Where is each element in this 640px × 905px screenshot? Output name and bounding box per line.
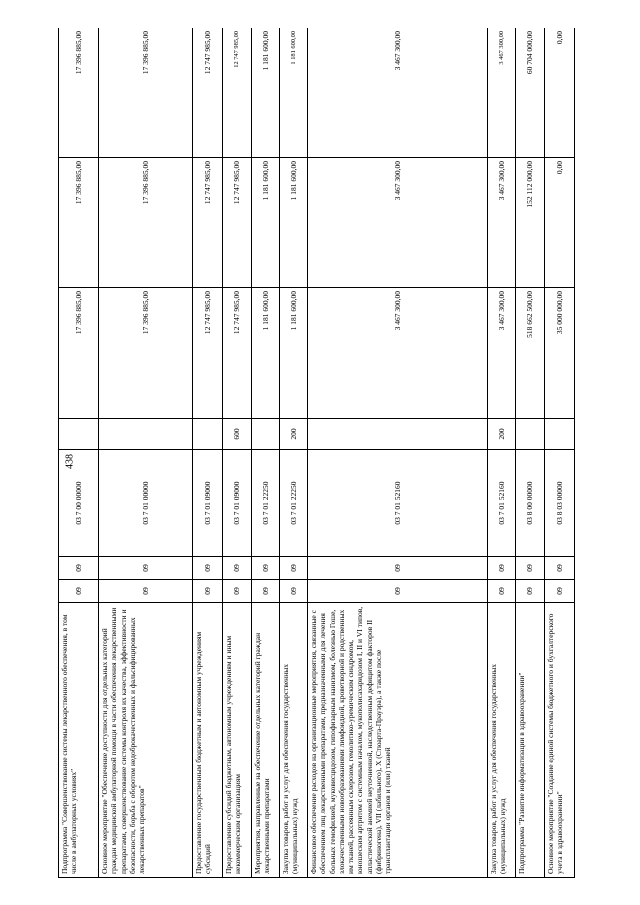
amount-year-1: 17 396 885,00 — [99, 288, 193, 419]
target-article-code: 03 8 00 00000 — [516, 450, 545, 557]
amount-year-3: 3 467 300,00 — [308, 28, 488, 158]
row-name: Закупка товаров, работ и услуг для обеспечения государственных (муниципальных) нужд — [280, 603, 308, 878]
amount-year-3: 0,00 — [545, 28, 575, 158]
expense-type-code — [252, 419, 280, 450]
section-code: 09 — [252, 580, 280, 603]
section-code: 09 — [308, 580, 488, 603]
expense-type-code: 600 — [223, 419, 252, 450]
amount-year-2: 17 396 885,00 — [99, 158, 193, 288]
table-row — [308, 28, 488, 878]
subsection-code: 09 — [308, 557, 488, 580]
expense-type-code: 200 — [280, 419, 308, 450]
amount-year-1: 3 467 300,00 — [308, 288, 488, 419]
amount-year-2: 3 467 300,00 — [488, 158, 516, 288]
target-article-code: 03 7 01 09000 — [193, 450, 223, 557]
amount-year-2: 0,00 — [545, 158, 575, 288]
subsection-code: 09 — [280, 557, 308, 580]
section-code: 09 — [59, 580, 99, 603]
target-article-code: 03 7 01 52160 — [488, 450, 516, 557]
expense-type-code: 200 — [488, 419, 516, 450]
table-row — [223, 28, 252, 878]
amount-year-1: 1 181 600,00 — [280, 288, 308, 419]
budget-table — [58, 28, 575, 878]
target-article-code: 03 7 01 52160 — [308, 450, 488, 557]
expense-type-code — [193, 419, 223, 450]
table-row — [252, 28, 280, 878]
row-name: Финансовое обеспечение расходов на организационные мероприятия, связанные с обеспечением лиц лекарственными препаратами, предназначенными для лечения больных гемофилией, муковисцидозом, гипофизарным нанизмом, болезнью Гоше, злокачественными новообразованиями лимфоидной, кроветворной и родственных им тканей, рассеянным склерозом, гемолитико-уремическим синдромом, юношеским артритом с системным началом, мукополисахаридозом I, II и VI типов, апластической анемией неуточненной, наследственным дефицитом факторов II (фибриногена), VII (лабильного), X (Стюарта-Прауэра), а также после трансплантации органов и (или) тканей — [308, 603, 488, 878]
budget-table-container — [58, 28, 587, 878]
amount-year-1: 3 467 300,00 — [488, 288, 516, 419]
expense-type-code — [516, 419, 545, 450]
amount-year-1: 35 000 000,00 — [545, 288, 575, 419]
amount-year-3: 60 704 000,00 — [516, 28, 545, 158]
table-row — [280, 28, 308, 878]
section-code: 09 — [223, 580, 252, 603]
amount-year-3: 12 747 985,00 — [223, 28, 252, 158]
section-code: 09 — [545, 580, 575, 603]
table-row — [59, 28, 99, 878]
amount-year-1: 17 396 885,00 — [59, 288, 99, 419]
table-row — [99, 28, 193, 878]
table-row — [488, 28, 516, 878]
row-name: Основное мероприятие "Обеспечение доступности для отдельных категорий граждан медицинской амбулаторной помощи в части обеспечения лекарственными препаратами, совершенствование системы контроля их качества, эффективности и безопасности, борьба с оборотом недоброкачественных и фальсифицированных лекарственных препаратов" — [99, 603, 193, 878]
table-row — [193, 28, 223, 878]
amount-year-2: 152 112 000,00 — [516, 158, 545, 288]
target-article-code: 03 8 03 00000 — [545, 450, 575, 557]
subsection-code: 09 — [545, 557, 575, 580]
amount-year-3: 12 747 985,00 — [193, 28, 223, 158]
amount-year-3: 3 467 300,00 — [488, 28, 516, 158]
amount-year-1: 1 181 600,00 — [252, 288, 280, 419]
table-row — [545, 28, 575, 878]
amount-year-1: 518 662 500,00 — [516, 288, 545, 419]
section-code: 09 — [516, 580, 545, 603]
expense-type-code — [59, 419, 99, 450]
subsection-code: 09 — [99, 557, 193, 580]
expense-type-code — [545, 419, 575, 450]
target-article-code: 03 7 01 00000 — [99, 450, 193, 557]
target-article-code: 03 7 01 09000 — [223, 450, 252, 557]
expense-type-code — [308, 419, 488, 450]
subsection-code: 09 — [516, 557, 545, 580]
amount-year-2: 12 747 985,00 — [193, 158, 223, 288]
amount-year-1: 12 747 985,00 — [223, 288, 252, 419]
row-name: Закупка товаров, работ и услуг для обеспечения государственных (муниципальных) нужд — [488, 603, 516, 878]
subsection-code: 09 — [193, 557, 223, 580]
subsection-code: 09 — [488, 557, 516, 580]
amount-year-3: 17 396 885,00 — [59, 28, 99, 158]
section-code: 09 — [99, 580, 193, 603]
amount-year-2: 3 467 300,00 — [308, 158, 488, 288]
section-code: 09 — [488, 580, 516, 603]
page-number: 438 — [64, 454, 76, 469]
subsection-code: 09 — [223, 557, 252, 580]
row-name: Основное мероприятие "Создание единой системы бюджетного и бухгалтерского учета в здравоохранении" — [545, 603, 575, 878]
section-code: 09 — [280, 580, 308, 603]
row-name: Предоставление субсидий бюджетным, автономным учреждениям и иным некоммерческим организациям — [223, 603, 252, 878]
amount-year-2: 1 181 600,00 — [252, 158, 280, 288]
expense-type-code — [99, 419, 193, 450]
amount-year-2: 12 747 985,00 — [223, 158, 252, 288]
subsection-code: 09 — [252, 557, 280, 580]
amount-year-3: 1 181 600,00 — [252, 28, 280, 158]
row-name: Предоставление государственным бюджетным и автономным учреждениям субсидий — [193, 603, 223, 878]
amount-year-2: 1 181 600,00 — [280, 158, 308, 288]
amount-year-2: 17 396 885,00 — [59, 158, 99, 288]
amount-year-3: 1 181 600,00 — [280, 28, 308, 158]
target-article-code: 03 7 00 00000 — [59, 450, 99, 557]
target-article-code: 03 7 01 22250 — [252, 450, 280, 557]
row-name: Подпрограмма "Развитие информатизации в здравоохранении" — [516, 603, 545, 878]
row-name: Подпрограмма "Совершенствование системы лекарственного обеспечения, в том числе в амбулаторных условиях" — [59, 603, 99, 878]
section-code: 09 — [193, 580, 223, 603]
target-article-code: 03 7 01 22250 — [280, 450, 308, 557]
subsection-code: 09 — [59, 557, 99, 580]
row-name: Мероприятия, направленные на обеспечение отдельных категорий граждан лекарственными препаратами — [252, 603, 280, 878]
table-row — [516, 28, 545, 878]
amount-year-1: 12 747 985,00 — [193, 288, 223, 419]
amount-year-3: 17 396 885,00 — [99, 28, 193, 158]
